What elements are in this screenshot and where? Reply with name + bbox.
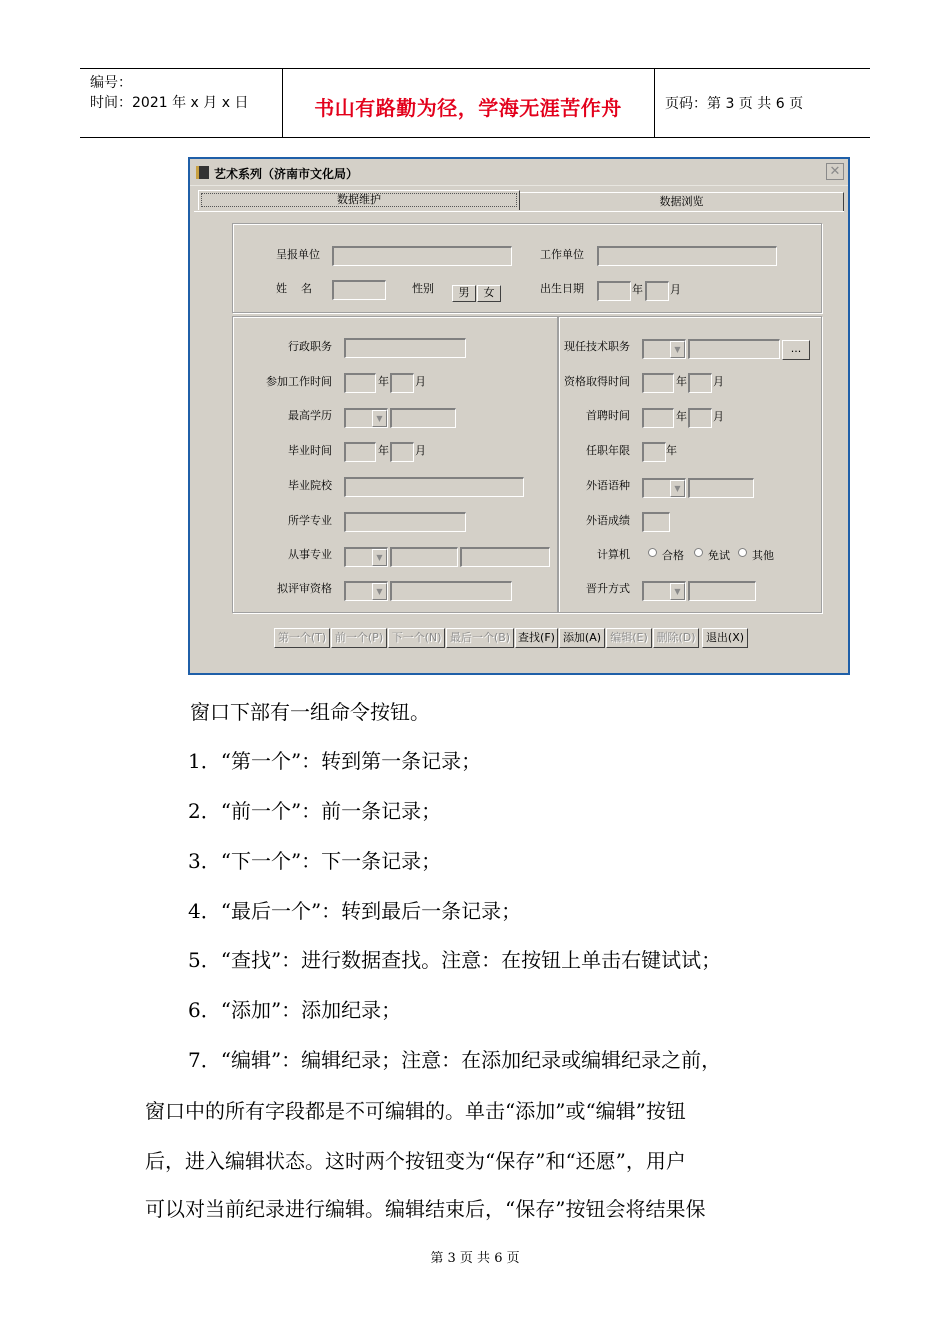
delete-button[interactable]: 删除(D) (653, 628, 699, 648)
header-right-cell (655, 69, 870, 137)
tech-post-label: 现任技术职务 (564, 340, 630, 353)
term-years-unit: 年 (666, 444, 677, 457)
foreign-lang-field[interactable] (688, 478, 754, 498)
list-item: 5．“查找”：进行数据查找。注意：在按钮上单击右键试试； (188, 948, 722, 972)
hire-year-unit: 年 (676, 410, 687, 423)
work-unit-field[interactable] (597, 246, 777, 266)
graduate-year-field[interactable] (344, 442, 376, 462)
qual-month-field[interactable] (688, 373, 712, 393)
header-page-number: 页码：第 3 页 共 6 页 (665, 96, 804, 112)
gender-female-button[interactable]: 女 (477, 285, 501, 302)
exit-button[interactable]: 退出(X) (702, 628, 748, 648)
gender-label: 性别 (412, 282, 434, 295)
list-item: 6．“添加”：添加纪录； (188, 998, 402, 1022)
tab-divider (194, 211, 844, 212)
engaged-major-select[interactable] (344, 547, 388, 567)
document-number: 编号： (90, 75, 132, 91)
qualification-field[interactable] (390, 581, 512, 601)
foreign-lang-select[interactable] (642, 478, 686, 498)
continuation-line: 后，进入编辑状态。这时两个按钮变为“保存”和“还愿”，用户 (145, 1149, 686, 1173)
work-start-month-field[interactable] (390, 373, 414, 393)
continuation-line: 可以对当前纪录进行编辑。编辑结束后，“保存”按钮会将结果保 (145, 1197, 706, 1221)
window-title: 艺术系列（济南市文化局） (214, 167, 359, 181)
page-header (80, 68, 870, 138)
education-detail-field[interactable] (390, 408, 456, 428)
foreign-score-label: 外语成绩 (586, 514, 630, 527)
promotion-field[interactable] (688, 581, 756, 601)
personal-info-group (232, 316, 558, 613)
tech-post-select[interactable] (642, 339, 686, 359)
promotion-label: 晋升方式 (586, 582, 630, 595)
chevron-down-icon[interactable]: ▼ (670, 341, 685, 358)
edit-button[interactable]: 编辑(E) (606, 628, 652, 648)
graduate-year-unit: 年 (378, 444, 389, 457)
chevron-down-icon[interactable]: ▼ (372, 583, 387, 600)
major-field[interactable] (344, 512, 466, 532)
list-item: 3．“下一个”：下一条记录； (188, 849, 442, 873)
name-field[interactable] (332, 280, 386, 300)
list-item: 7．“编辑”：编辑纪录；注意：在添加纪录或编辑纪录之前， (188, 1048, 722, 1072)
list-item: 4．“最后一个”：转到最后一条记录； (188, 899, 522, 923)
qualification-label: 拟评审资格 (277, 582, 332, 595)
birth-date-label: 出生日期 (540, 282, 584, 295)
birth-year-field[interactable] (597, 281, 631, 301)
last-record-button[interactable]: 最后一个(B) (446, 628, 514, 648)
education-select[interactable] (344, 408, 388, 428)
term-years-label: 任职年限 (586, 444, 630, 457)
work-start-year-unit: 年 (378, 375, 389, 388)
continuation-line: 窗口中的所有字段都是不可编辑的。单击“添加”或“编辑”按钮 (145, 1099, 686, 1123)
hire-month-unit: 月 (713, 410, 724, 423)
work-start-year-field[interactable] (344, 373, 376, 393)
foreign-score-field[interactable] (642, 512, 670, 532)
name-label: 姓 名 (276, 282, 312, 295)
birth-month-field[interactable] (645, 281, 669, 301)
admin-post-field[interactable] (344, 338, 466, 358)
basic-info-group (232, 223, 822, 313)
qualification-select[interactable] (344, 581, 388, 601)
work-start-label: 参加工作时间 (266, 375, 332, 388)
document-date: 时间：2021 年 x 月 x 日 (90, 95, 249, 111)
graduate-time-label: 毕业时间 (288, 444, 332, 457)
list-item: 1．“第一个”：转到第一条记录； (188, 749, 482, 773)
birth-year-unit: 年 (632, 283, 643, 296)
header-center-cell (282, 69, 655, 137)
browse-button[interactable]: ... (782, 340, 810, 360)
chevron-down-icon[interactable]: ▼ (670, 480, 685, 497)
gender-male-button[interactable]: 男 (452, 285, 476, 302)
qual-year-field[interactable] (642, 373, 674, 393)
title-bar (190, 159, 848, 186)
qual-time-label: 资格取得时间 (564, 375, 630, 388)
tab-data-browse[interactable]: 数据浏览 (520, 192, 844, 212)
intro-paragraph: 窗口下部有一组命令按钮。 (190, 700, 430, 724)
qual-year-unit: 年 (676, 375, 687, 388)
computer-exempt-radio[interactable] (694, 548, 703, 557)
computer-pass-label: 合格 (662, 549, 684, 562)
chevron-down-icon[interactable]: ▼ (372, 410, 387, 427)
major-label: 所学专业 (288, 514, 332, 527)
computer-pass-radio[interactable] (648, 548, 657, 557)
term-years-field[interactable] (642, 442, 666, 462)
chevron-down-icon[interactable]: ▼ (670, 583, 685, 600)
computer-label: 计算机 (597, 548, 630, 561)
chevron-down-icon[interactable]: ▼ (372, 549, 387, 566)
engaged-major-field-a[interactable] (390, 547, 458, 567)
list-item: 2．“前一个”：前一条记录； (188, 799, 442, 823)
report-unit-label: 呈报单位 (276, 248, 320, 261)
page-footer: 第 3 页 共 6 页 (430, 1251, 520, 1266)
app-icon (196, 166, 209, 179)
previous-record-button[interactable]: 前一个(P) (331, 628, 387, 648)
school-field[interactable] (344, 477, 524, 497)
computer-other-radio[interactable] (738, 548, 747, 557)
find-button[interactable]: 查找(F) (515, 628, 558, 648)
graduate-month-unit: 月 (415, 444, 426, 457)
first-hire-label: 首聘时间 (586, 409, 630, 422)
tech-post-field[interactable] (688, 339, 780, 359)
admin-post-label: 行政职务 (288, 340, 332, 353)
first-record-button[interactable]: 第一个(T) (274, 628, 330, 648)
foreign-lang-label: 外语语种 (586, 479, 630, 492)
tab-data-maintenance[interactable]: 数据维护 (198, 190, 520, 210)
promotion-select[interactable] (642, 581, 686, 601)
school-label: 毕业院校 (288, 479, 332, 492)
add-button[interactable]: 添加(A) (559, 628, 605, 648)
header-left-cell (80, 69, 283, 137)
app-window (188, 157, 850, 675)
computer-other-label: 其他 (752, 549, 774, 562)
next-record-button[interactable]: 下一个(N) (388, 628, 445, 648)
qual-month-unit: 月 (713, 375, 724, 388)
close-icon[interactable]: ✕ (826, 163, 844, 180)
education-label: 最高学历 (288, 409, 332, 422)
report-unit-field[interactable] (332, 246, 512, 266)
hire-year-field[interactable] (642, 408, 674, 428)
birth-month-unit: 月 (670, 283, 681, 296)
engaged-major-label: 从事专业 (288, 548, 332, 561)
professional-info-group (558, 316, 822, 613)
graduate-month-field[interactable] (390, 442, 414, 462)
work-unit-label: 工作单位 (540, 248, 584, 261)
header-motto: 书山有路勤为径，学海无涯苦作舟 (314, 96, 622, 120)
hire-month-field[interactable] (688, 408, 712, 428)
work-start-month-unit: 月 (415, 375, 426, 388)
computer-exempt-label: 免试 (708, 549, 730, 562)
